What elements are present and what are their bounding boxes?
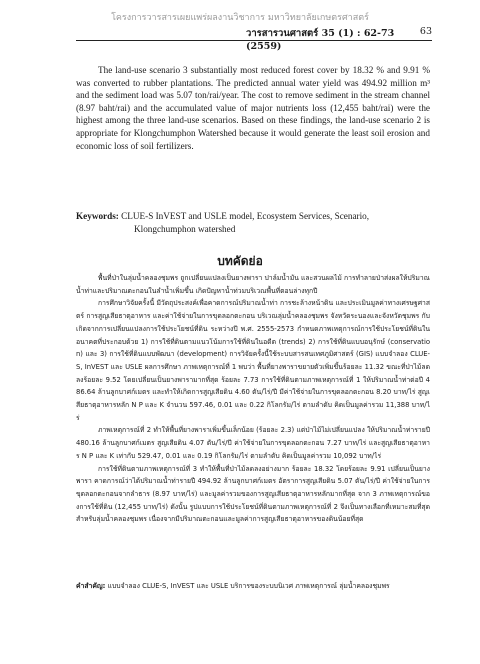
watermark-header: โครงการวารสารเผยแพร่ผลงานวิชาการ มหาวิทยาลัยเกษตรศาสตร์ [111,13,369,23]
thai-keywords [76,580,430,592]
thai-abstract-body [76,272,430,526]
english-abstract-paragraph: The land-use scenario 3 substantially most reduced forest cover by 18.32 % and 9.91 % was converted to rubber plantations. The predicted annual water yield was 494.92 million m³ and the sediment load was 5.07 ton/rai/year. The cost to remove sediment in the stream channel (8.97 baht/rai) and the accumulated value of major nutrients loss (12,455 baht/rai) were the highest among the three land-use scenarios. Based on these findings, the land-use scenario 2 is appropriate for Klongchumphon Watershed because it would generate the least soil erosion and economic loss of soil fertilizers. [76,65,430,151]
keywords-text: CLUE-S InVEST and USLE model, Ecosystem Services, Scenario, [121,211,370,221]
keywords-label: Keywords: [76,211,119,221]
thai-keywords-text: แบบจำลอง CLUE-S, InVEST และ USLE บริการของระบบนิเวศ ภาพเหตุการณ์ ลุ่มน้ำคลองชุมพร [107,582,390,590]
thai-keywords-label: คำสำคัญ: [76,582,106,590]
running-header [76,26,432,52]
thai-paragraph: การศึกษาวิจัยครั้งนี้ มีวัตถุประสงค์เพื่อคาดการณ์ปริมาณน้ำท่า การชะล้างหน้าดิน และประเมินมูลค่าทางเศรษฐศาสตร์ การสูญเสียธาตุอาหาร และค่าใช้จ่ายในการขุดลอกตะกอน บริเวณลุ่มน้ำคลองชุมพร จังหวัดระนองและจังหวัดชุมพร กับเกิดจากการเปลี่ยนแปลงการใช้ประโยชน์ที่ดิน ระหว่างปี พ.ศ. 2555-2573 กำหนดภาพเหตุการณ์การใช้ประโยชน์ที่ดินในอนาคตที่ประกอบด้วย 1) การใช้ที่ดินตามแนวโน้มการใช้ที่ดินในอดีต (trends) 2) การใช้ที่ดินแบบอนุรักษ์ (conservation) และ 3) การใช้ที่ดินแบบพัฒนา (development) การวิจัยครั้งนี้ใช้ระบบสารสนเทศภูมิศาสตร์ (GIS) แบบจำลอง CLUE-S, InVEST และ USLE ผลการศึกษา ภาพเหตุการณ์ที่ 1 พบว่า พื้นที่ยางพาราขยายตัวเพิ่มขึ้นร้อยละ 11.32 ขณะที่ป่าไม้ลดลงร้อยละ 9.52 โดยเปลี่ยนเป็นยางพารามากที่สุด ร้อยละ 7.73 การใช้ที่ดินตามภาพเหตุการณ์ที่ 1 ให้ปริมาณน้ำท่าต่อปี 486.64 ล้านลูกบาศก์เมตร และทำให้เกิดการสูญเสียดิน 4.60 ตัน/ไร่/ปี มีค่าใช้จ่ายในการขุดลอกตะกอน 8.20 บาท/ไร่ สูญเสียธาตุอาหารหลัก N P และ K จำนวน 597.46, 0.01 และ 0.22 กิโลกรัม/ไร่ ตามลำดับ คิดเป็นมูลค่ารวม 11,388 บาท/ไร่ [76,299,430,422]
thai-paragraph: พื้นที่ป่าในลุ่มน้ำคลองชุมพร ถูกเปลี่ยนแปลงเป็นยางพารา ปาล์มน้ำมัน และสวนผลไม้ การทำลายป่าส่งผลให้ปริมาณน้ำท่าและปริมาณตะกอนในลำน้ำเพิ่มขึ้น เกิดปัญหาน้ำท่วมบริเวณพื้นที่ตอนล่างทุกปี [76,274,430,295]
page-number: 63 [419,26,432,37]
english-keywords [76,210,430,236]
journal-citation: วารสารวนศาสตร์ 35 (1) : 62-73 (2559) [246,28,395,52]
thai-abstract-title: บทคัดย่อ [217,254,263,268]
thai-paragraph: ภาพเหตุการณ์ที่ 2 ทำให้พื้นที่ยางพาราเพิ่มขึ้นเล็กน้อย (ร้อยละ 2.3) แต่ป่าไม้ไม่เปลี่ยนแปลง ให้ปริมาณน้ำท่ารายปี 480.16 ล้านลูกบาศก์เมตร สูญเสียดิน 4.07 ตัน/ไร่/ปี ค่าใช้จ่ายในการขุดลอกตะกอน 7.27 บาท/ไร่ และสูญเสียธาตุอาหาร N P และ K เท่ากับ 529.47, 0.01 และ 0.19 กิโลกรัม/ไร่ ตามลำดับ คิดเป็นมูลค่ารวม 10,092 บาท/ไร่ [76,426,430,460]
thai-paragraph: การใช้ที่ดินตามภาพเหตุการณ์ที่ 3 ทำให้พื้นที่ป่าไม้ลดลงอย่างมาก ร้อยละ 18.32 โดยร้อยละ 9.91 เปลี่ยนเป็นยางพารา คาดการณ์ว่าได้ปริมาณน้ำท่ารายปี 494.92 ล้านลูกบาศก์เมตร อัตราการสูญเสียดิน 5.07 ตัน/ไร่/ปี ค่าใช้จ่ายในการขุดลอกตะกอนจากลำธาร (8.97 บาท/ไร่) และมูลค่ารวมของการสูญเสียธาตุอาหารหลักมากที่สุด จาก 3 ภาพเหตุการณ์ของการใช้ที่ดิน (12,455 บาท/ไร่) ดังนั้น รูปแบบการใช้ประโยชน์ที่ดินตามภาพเหตุการณ์ที่ 2 จึงเป็นทางเลือกที่เหมาะสมที่สุดสำหรับลุ่มน้ำคลองชุมพร เนื่องจากมีปริมาณตะกอนและมูลค่าการสูญเสียธาตุอาหารของดินน้อยที่สุด [76,464,430,524]
keywords-continuation: Klongchumphon watershed [134,223,236,234]
